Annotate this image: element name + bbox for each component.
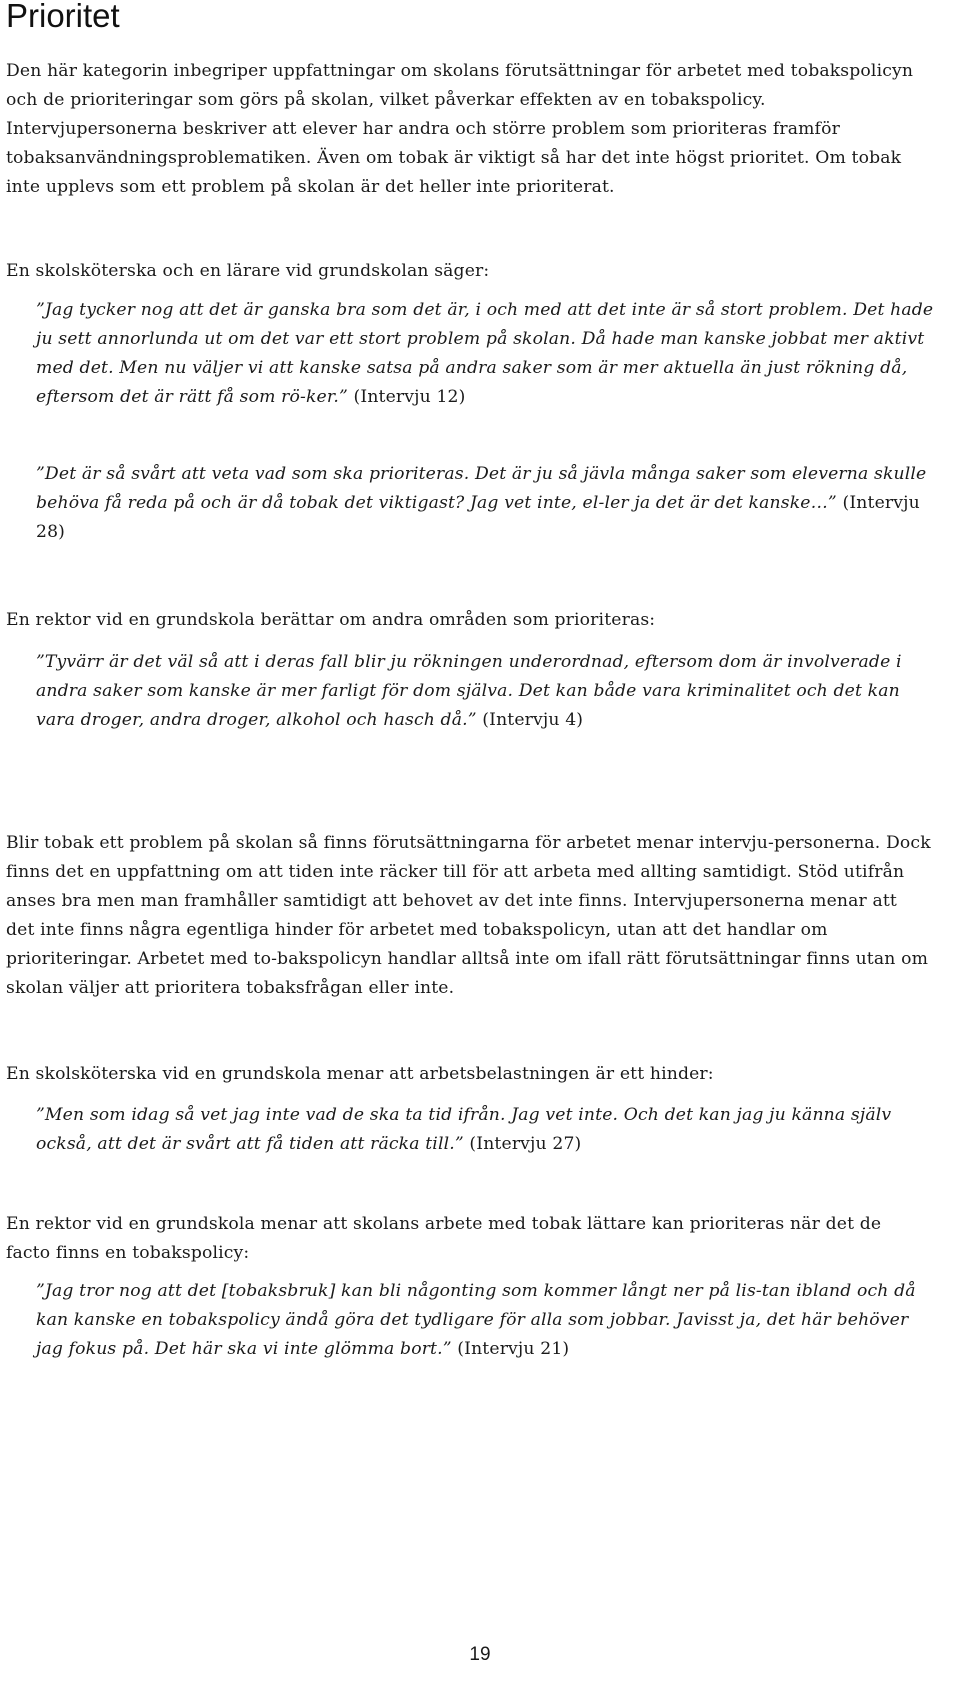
page-title: Prioritet (6, 0, 120, 34)
body-paragraph-1: Blir tobak ett problem på skolan så finns förutsättningarna för arbetet menar intervju-personerna. Dock finns det en uppfattning om att tiden inte räcker till för att arbeta med allting samtidigt. Stöd utifrån anses bra men man framhåller samtidigt att behovet av det inte finns. Intervjupersonerna menar att det inte finns några egentliga hinder för arbetet med tobakspolicyn, utan att det handlar om prioriteringar. Arbetet med to-bakspolicyn handlar alltså inte om ifall rätt förutsättningar finns utan om skolan väljer att prioritera tobaksfrågan eller inte. (6, 833, 931, 998)
quote-3-reference: (Intervju 4) (482, 710, 584, 730)
intro-paragraph: Den här kategorin inbegriper uppfattningar om skolans förutsättningar för arbetet med tobakspolicyn och de prioriteringar som görs på skolan, vilket påverkar effekten av en tobakspolicy. Intervjupersonerna beskriver att elever har andra och större problem som prioriteras framför tobaksanvändningsproblematiken. Även om tobak är viktigt så har det inte högst prioritet. Om tobak inte upplevs som ett problem på skolan är det heller inte prioriterat. (6, 61, 914, 197)
quote-3-text: ”Tyvärr är det väl så att i deras fall blir ju rökningen underordnad, eftersom dom är involverade i andra saker som kanske är mer farligt för dom själva. Det kan både vara kriminalitet och det kan vara droger, andra droger, alkohol och hasch då.” (36, 652, 902, 730)
quote-3 (36, 648, 934, 735)
quote-4-text: ”Men som idag så vet jag inte vad de ska ta tid ifrån. Jag vet inte. Och det kan jag ju känna själv också, att det är svårt att få tiden att räcka till.” (36, 1105, 892, 1154)
quote-5-reference: (Intervju 21) (457, 1339, 570, 1359)
quote-1 (36, 296, 934, 412)
quote-2 (36, 460, 934, 547)
quote-5 (36, 1277, 934, 1364)
lead-paragraph-2: En rektor vid en grundskola berättar om andra områden som prioriteras: (6, 610, 656, 630)
quote-1-reference: (Intervju 12) (353, 387, 466, 407)
lead-paragraph-4: En rektor vid en grundskola menar att skolans arbete med tobak lättare kan prioriteras när det de facto finns en tobakspolicy: (6, 1214, 882, 1263)
quote-2-text: ”Det är så svårt att veta vad som ska prioriteras. Det är ju så jävla många saker som eleverna skulle behöva få reda på och är då tobak det viktigast? Jag vet inte, el-ler ja det är det kanske…” (36, 464, 927, 513)
page-number: 19 (469, 1644, 491, 1665)
quote-1-text: ”Jag tycker nog att det är ganska bra som det är, i och med att det inte är så stort problem. Det hade ju sett annorlunda ut om det var ett stort problem på skolan. Då hade man kanske jobbat mer aktivt med det. Men nu väljer vi att kanske satsa på andra saker som är mer aktuella än just rökning då, eftersom det är rätt få som rö-ker.” (36, 300, 934, 407)
lead-paragraph-1: En skolsköterska och en lärare vid grundskolan säger: (6, 261, 490, 281)
quote-4-reference: (Intervju 27) (469, 1134, 582, 1154)
quote-5-text: ”Jag tror nog att det [tobaksbruk] kan bli någonting som kommer långt ner på lis-tan ibland och då kan kanske en tobakspolicy ändå göra det tydligare för alla som jobbar. Javisst ja, det här behöver jag fokus på. Det här ska vi inte glömma bort.” (36, 1281, 916, 1359)
lead-paragraph-3: En skolsköterska vid en grundskola menar att arbetsbelastningen är ett hinder: (6, 1064, 714, 1084)
quote-4 (36, 1101, 934, 1159)
quote-2-reference: (Intervju 28) (36, 493, 920, 542)
